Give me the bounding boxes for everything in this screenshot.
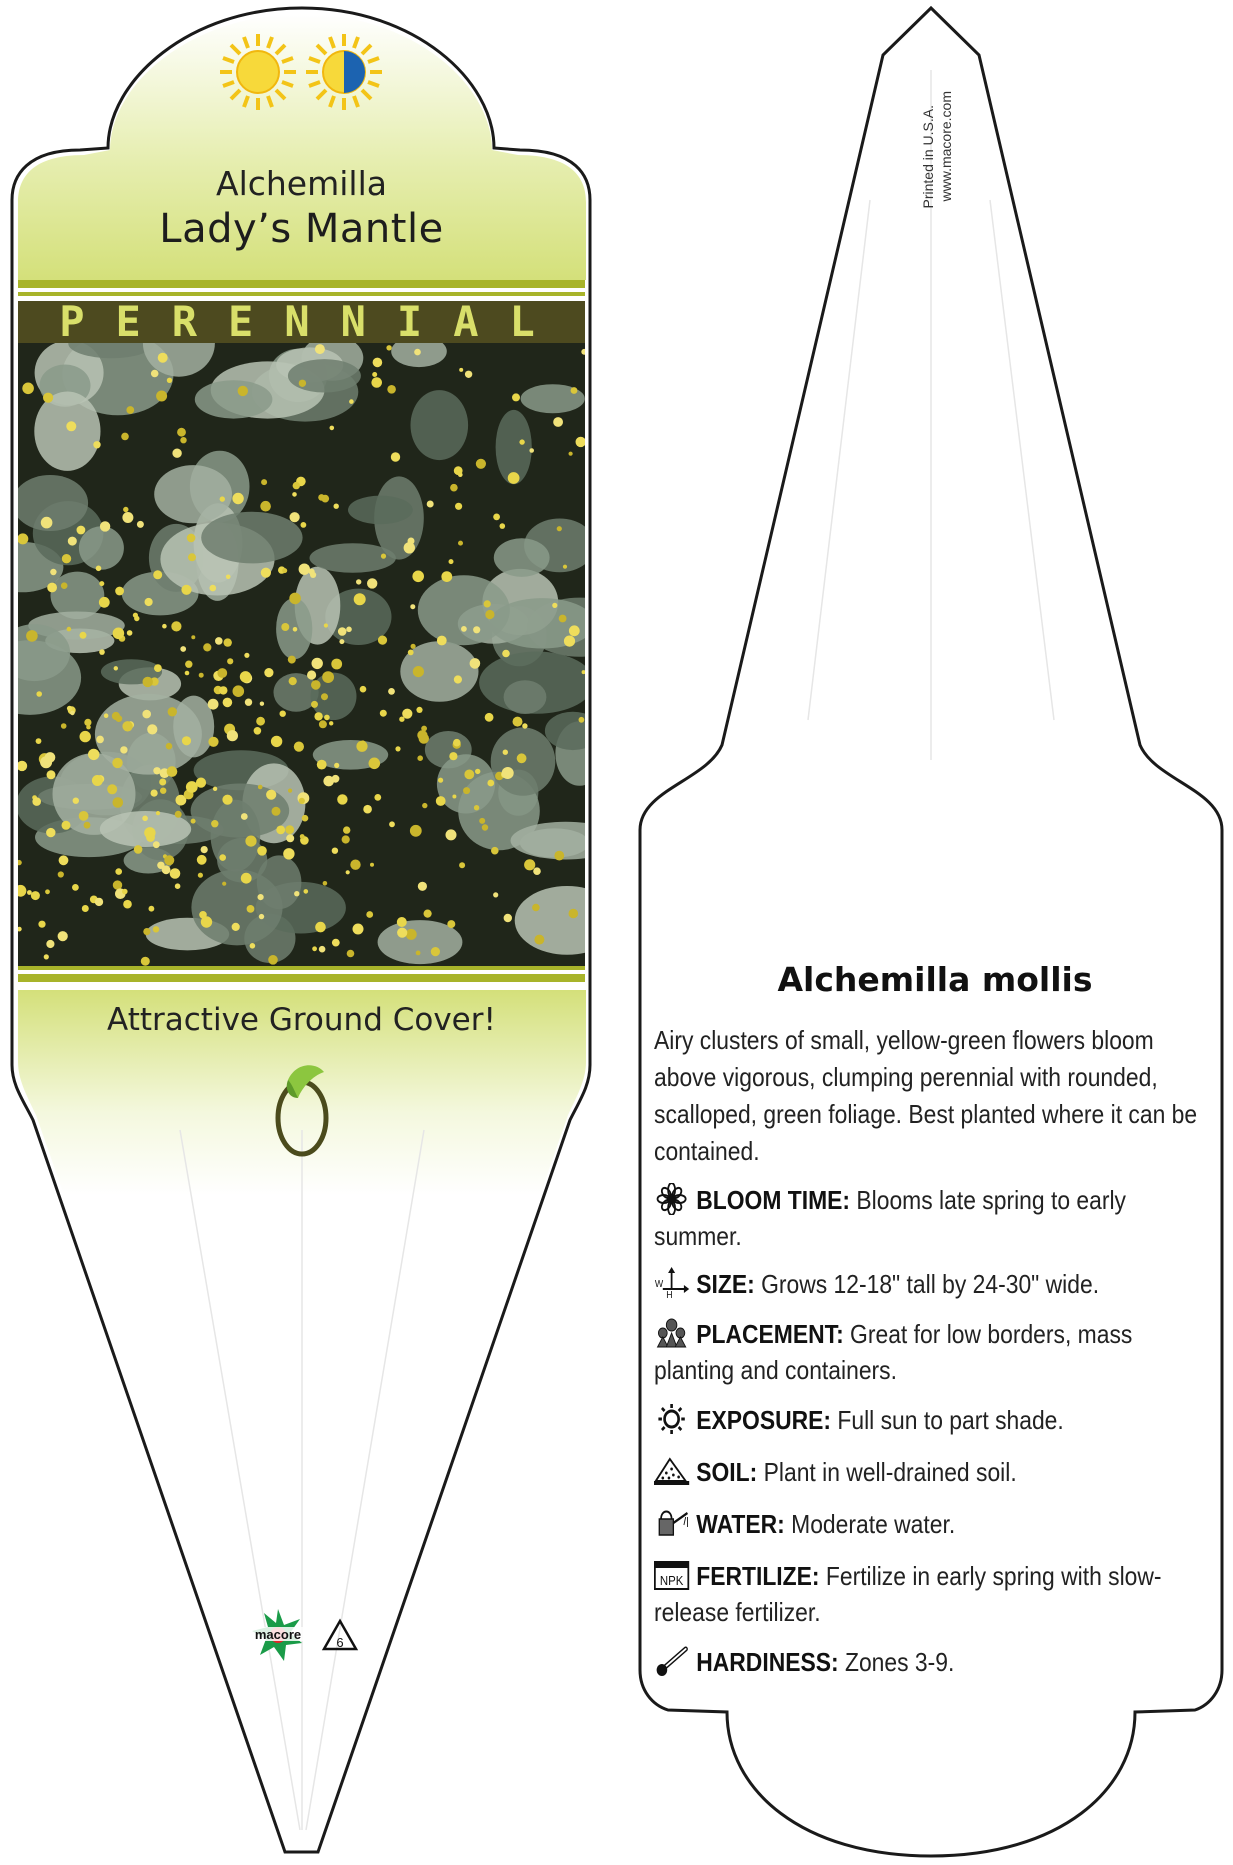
care-text: Zones 3-9. (838, 1647, 955, 1677)
thermometer-icon (654, 1645, 691, 1677)
flower-icon (654, 1183, 691, 1215)
care-text: Blooms late spring to early summer. (654, 1185, 1126, 1251)
care-text: Plant in well-drained soil. (757, 1457, 1017, 1487)
website-text: www.macore.com (938, 91, 954, 202)
care-text: Grows 12-18" tall by 24-30" wide. (754, 1269, 1100, 1299)
plant-category-band: PERENNIAL (18, 301, 585, 343)
recycle-icon (324, 1621, 356, 1650)
printer-credit (900, 85, 960, 235)
care-label: EXPOSURE: (696, 1405, 832, 1435)
macore-brand-text: macore (254, 1627, 302, 1642)
care-size (654, 1266, 1217, 1302)
svg-text:H: H (666, 1288, 673, 1299)
care-label: PLACEMENT: (696, 1319, 844, 1349)
printed-in-text: Printed in U.S.A. (920, 105, 936, 209)
care-soil (654, 1454, 1217, 1490)
care-label: WATER: (696, 1509, 785, 1539)
care-text: Fertilize in early spring with slow-release fertilizer. (654, 1561, 1162, 1627)
care-label: SOIL: (696, 1457, 758, 1487)
care-exposure (654, 1402, 1217, 1438)
plant-photo-illustration (18, 343, 585, 966)
recycle-code: 6 (336, 1635, 344, 1650)
plant-description: Airy clusters of small, yellow-green flowers bloom above vigorous, clumping perennial with rounded, scalloped, green foliage. Best planted where it can be contained. (654, 1025, 1198, 1166)
plant-tagline: Attractive Ground Cover! (107, 1002, 496, 1038)
care-text: Moderate water. (784, 1509, 956, 1539)
watering-can-icon (654, 1507, 691, 1539)
care-label: FERTILIZE: (696, 1561, 820, 1591)
care-label: HARDINESS: (696, 1647, 839, 1677)
care-hardiness (654, 1644, 1217, 1680)
plant-common-name: Lady’s Mantle (159, 206, 444, 252)
care-text: Great for low borders, mass planting and containers. (654, 1319, 1133, 1385)
plant-photo (18, 343, 585, 966)
species-name: Alchemilla mollis (777, 960, 1093, 999)
sun-icon (654, 1403, 691, 1435)
care-water (654, 1506, 1217, 1542)
plant-genus: Alchemilla (216, 164, 387, 203)
care-bloom-time (654, 1182, 1217, 1254)
npk-icon (654, 1559, 691, 1591)
care-label: BLOOM TIME: (696, 1185, 851, 1215)
svg-text:W: W (654, 1277, 664, 1290)
size-arrows-icon (654, 1267, 691, 1299)
care-placement (654, 1316, 1217, 1388)
svg-text:NPK: NPK (659, 1573, 684, 1589)
care-label: SIZE: (696, 1269, 755, 1299)
macore-logo (244, 1605, 364, 1665)
care-fertilize (654, 1558, 1217, 1630)
plants-icon (654, 1317, 691, 1349)
care-text: Full sun to part shade. (831, 1405, 1064, 1435)
soil-icon (654, 1455, 691, 1487)
